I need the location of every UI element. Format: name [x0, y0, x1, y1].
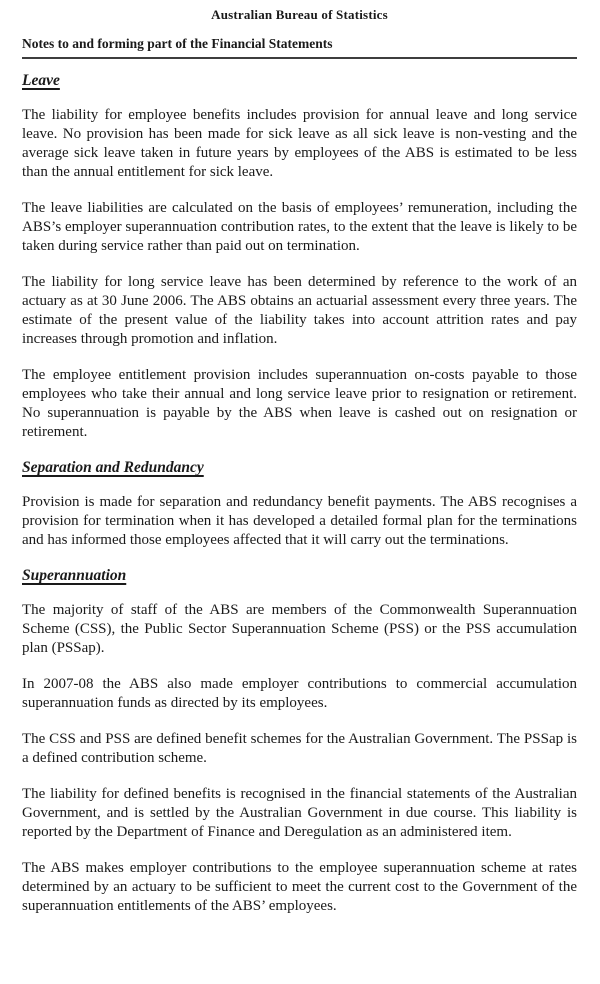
section-superannuation	[22, 567, 577, 916]
paragraph: The liability for defined benefits is recognised in the financial statements of the Australian Government, and is settled by the Australian Government in due course. This liability is reported by the Department of Finance and Deregulation as an administered item.	[22, 786, 577, 840]
paragraph: In 2007-08 the ABS also made employer contributions to commercial accumulation superannuation funds as directed by its employees.	[22, 676, 577, 711]
paragraph: The ABS makes employer contributions to the employee superannuation scheme at rates determined by an actuary to be sufficient to meet the current cost to the Government of the superannuation entitlements of the ABS’ employees.	[22, 860, 577, 914]
section-leave	[22, 72, 577, 442]
paragraph: The majority of staff of the ABS are members of the Commonwealth Superannuation Scheme (CSS), the Public Sector Superannuation Scheme (PSS) or the PSS accumulation plan (PSSap).	[22, 602, 577, 656]
section-heading-superannuation: Superannuation	[22, 567, 127, 584]
section-heading-separation-and-redundancy: Separation and Redundancy	[22, 459, 204, 476]
paragraph: The CSS and PSS are defined benefit schemes for the Australian Government. The PSSap is a defined contribution scheme.	[22, 731, 577, 766]
paragraph: The liability for long service leave has been determined by reference to the work of an actuary as at 30 June 2006. The ABS obtains an actuarial assessment every three years. The estimate of the present value of the liability takes into account attrition rates and pay increases through promotion and inflation.	[22, 274, 577, 347]
doc-title: Notes to and forming part of the Financial Statements	[22, 36, 577, 59]
paragraph: The employee entitlement provision includes superannuation on-costs payable to those employees who take their annual and long service leave prior to resignation or retirement. No superannuation is payable by the ABS when leave is cashed out on resignation or retirement.	[22, 367, 577, 440]
section-separation-and-redundancy	[22, 459, 577, 550]
org-title: Australian Bureau of Statistics	[211, 7, 388, 22]
paragraph: Provision is made for separation and redundancy benefit payments. The ABS recognises a provision for termination when it has developed a detailed formal plan for the terminations and has informed those employees affected that it will carry out the terminations.	[22, 494, 577, 548]
paragraph: The leave liabilities are calculated on the basis of employees’ remuneration, including the ABS’s employer superannuation contribution rates, to the extent that the leave is likely to be taken during service rather than paid out on termination.	[22, 200, 577, 254]
paragraph: The liability for employee benefits includes provision for annual leave and long service leave. No provision has been made for sick leave as all sick leave is non-vesting and the average sick leave taken in future years by employees of the ABS is estimated to be less than the annual entitlement for sick leave.	[22, 107, 577, 180]
section-heading-leave: Leave	[22, 72, 60, 89]
